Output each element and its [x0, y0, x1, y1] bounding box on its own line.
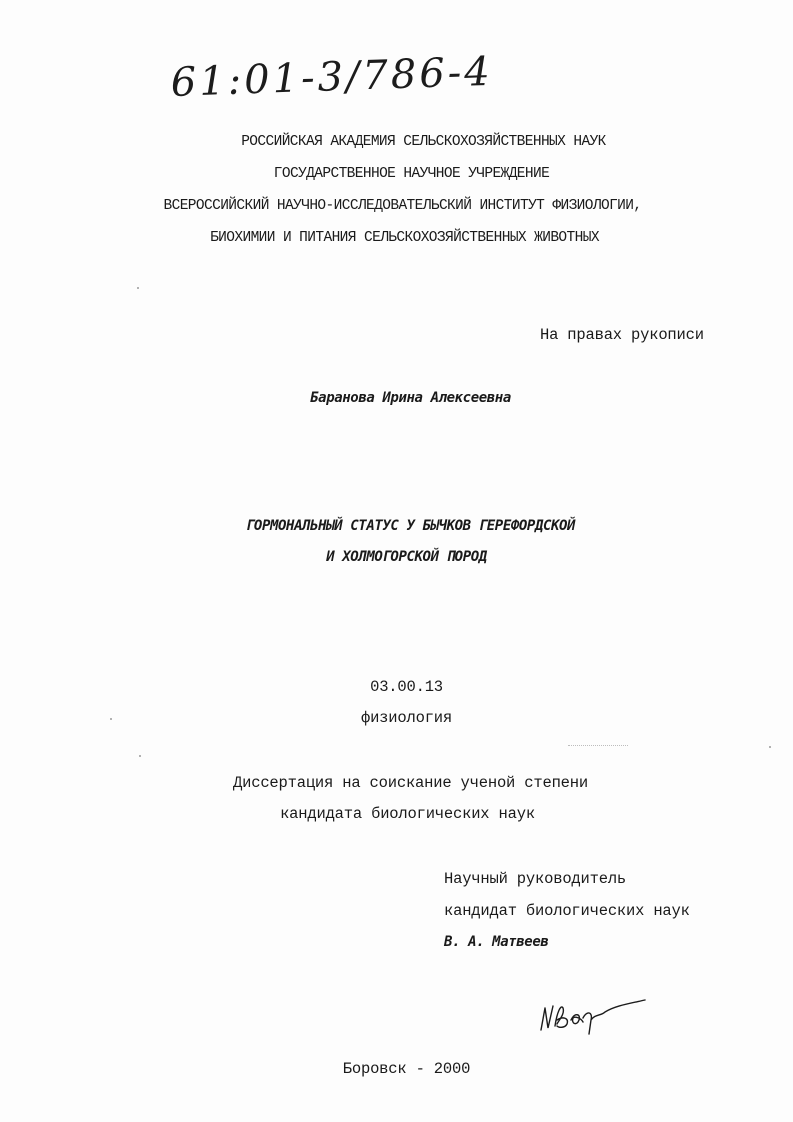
- specialty-code: 03.00.13: [370, 678, 443, 696]
- author-name: Баранова Ирина Алексеевна: [310, 390, 511, 406]
- archive-code-handwritten: 61:01-3/786-4: [170, 48, 494, 106]
- manuscript-rights-note: На правах рукописи: [540, 326, 704, 344]
- scan-speck: [110, 718, 112, 720]
- scan-speck: [139, 755, 141, 757]
- place-and-year: Боровск - 2000: [342, 1060, 471, 1078]
- dissertation-title-line-2: И ХОЛМОГОРСКОЙ ПОРОД: [326, 549, 487, 565]
- scan-speck: [769, 746, 771, 748]
- degree-line-1: Диссертация на соискание ученой степени: [233, 774, 588, 792]
- degree-line-2: кандидата биологических наук: [280, 805, 535, 823]
- scan-speck: [137, 287, 139, 289]
- institution-line-2: ГОСУДАРСТВЕННОЕ НАУЧНОЕ УЧРЕЖДЕНИЕ: [273, 166, 550, 182]
- dissertation-title-line-1: ГОРМОНАЛЬНЫЙ СТАТУС У БЫЧКОВ ГЕРЕФОРДСКОЙ: [245, 518, 576, 534]
- supervisor-signature: [535, 990, 655, 1040]
- institution-line-1: РОССИЙСКАЯ АКАДЕМИЯ СЕЛЬСКОХОЗЯЙСТВЕННЫХ НАУК: [241, 134, 606, 150]
- institution-line-4: БИОХИМИИ И ПИТАНИЯ СЕЛЬСКОХОЗЯЙСТВЕННЫХ ЖИВОТНЫХ: [210, 230, 599, 246]
- supervisor-role: Научный руководитель: [444, 870, 627, 888]
- scan-dotted-mark: [568, 745, 628, 747]
- institution-line-3: ВСЕРОССИЙСКИЙ НАУЧНО-ИССЛЕДОВАТЕЛЬСКИЙ ИНСТИТУТ ФИЗИОЛОГИИ,: [163, 198, 642, 214]
- specialty-name: физиология: [360, 709, 452, 727]
- supervisor-degree: кандидат биологических наук: [444, 902, 690, 920]
- supervisor-name: В. А. Матвеев: [444, 934, 549, 950]
